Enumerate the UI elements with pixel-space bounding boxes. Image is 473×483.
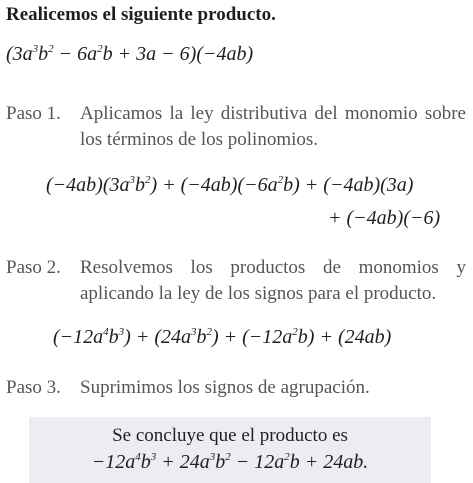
expr-part: (−12a: [53, 326, 104, 348]
exponent: 3: [32, 43, 39, 55]
exponent: 2: [225, 451, 231, 463]
expr-part: ) + (24a: [124, 326, 191, 348]
expr-part: (3a: [6, 43, 33, 65]
expr-part: b: [134, 174, 145, 196]
expr-part: − 12a: [230, 451, 285, 473]
exponent: 2: [144, 174, 151, 186]
conclusion-box: [29, 417, 431, 483]
step-1-text: Aplicamos la ley distributiva del monomio sobre los términos de los polinomios.: [80, 103, 466, 150]
exponent: 3: [150, 451, 157, 463]
expr-part: b: [108, 326, 119, 348]
expr-part: b: [140, 451, 151, 473]
step-2-expression: [53, 326, 391, 349]
step-1-expression-line-2: + (−4ab)(−6): [328, 207, 441, 229]
step-3: [6, 375, 466, 401]
expr-part: b: [215, 451, 226, 473]
expr-part: b) + (24ab): [297, 326, 392, 348]
exponent: 3: [118, 326, 125, 338]
step-2: [6, 255, 466, 307]
conclusion-text: Se concluye que el producto es: [112, 425, 348, 446]
exponent: 3: [129, 174, 135, 186]
step-1: [6, 101, 466, 153]
exponent: 3: [190, 326, 197, 338]
step-1-label: Paso 1.: [6, 103, 61, 124]
expr-part: ) + (−12a: [211, 326, 293, 348]
intro-heading: Realicemos el siguiente producto.: [6, 4, 276, 25]
expr-part: b: [38, 43, 49, 65]
expr-part: (−4ab)(3a: [46, 174, 130, 196]
exponent: 2: [284, 451, 290, 463]
expr-part: b + 24ab.: [289, 451, 369, 473]
step-3-label: Paso 3.: [6, 377, 61, 398]
exponent: 4: [135, 451, 141, 463]
step-2-label: Paso 2.: [6, 257, 61, 278]
conclusion-result: [29, 451, 431, 474]
expr-part: b + 3a − 6)(−4ab): [102, 43, 254, 65]
expr-part: − 6a: [53, 43, 98, 65]
exponent: 3: [209, 451, 216, 463]
expr-part: + 24a: [156, 451, 210, 473]
expr-part: b: [196, 326, 207, 348]
exponent: 2: [206, 326, 212, 338]
exponent: 4: [103, 326, 109, 338]
expr-part: −12a: [91, 451, 136, 473]
expr-part: b) + (−4ab)(3a): [283, 174, 414, 196]
step-2-text: Resolvemos los productos de monomios y aplicando la ley de los signos para el producto.: [80, 257, 466, 304]
exponent: 2: [292, 326, 298, 338]
step-3-text: Suprimimos los signos de agrupación.: [80, 377, 370, 398]
exponent: 2: [277, 174, 284, 186]
expr-part: ) + (−4ab)(−6a: [150, 174, 278, 196]
exponent: 2: [48, 43, 54, 55]
step-1-expression-line-1: [46, 174, 413, 197]
main-expression: [6, 43, 253, 66]
exponent: 2: [97, 43, 103, 55]
